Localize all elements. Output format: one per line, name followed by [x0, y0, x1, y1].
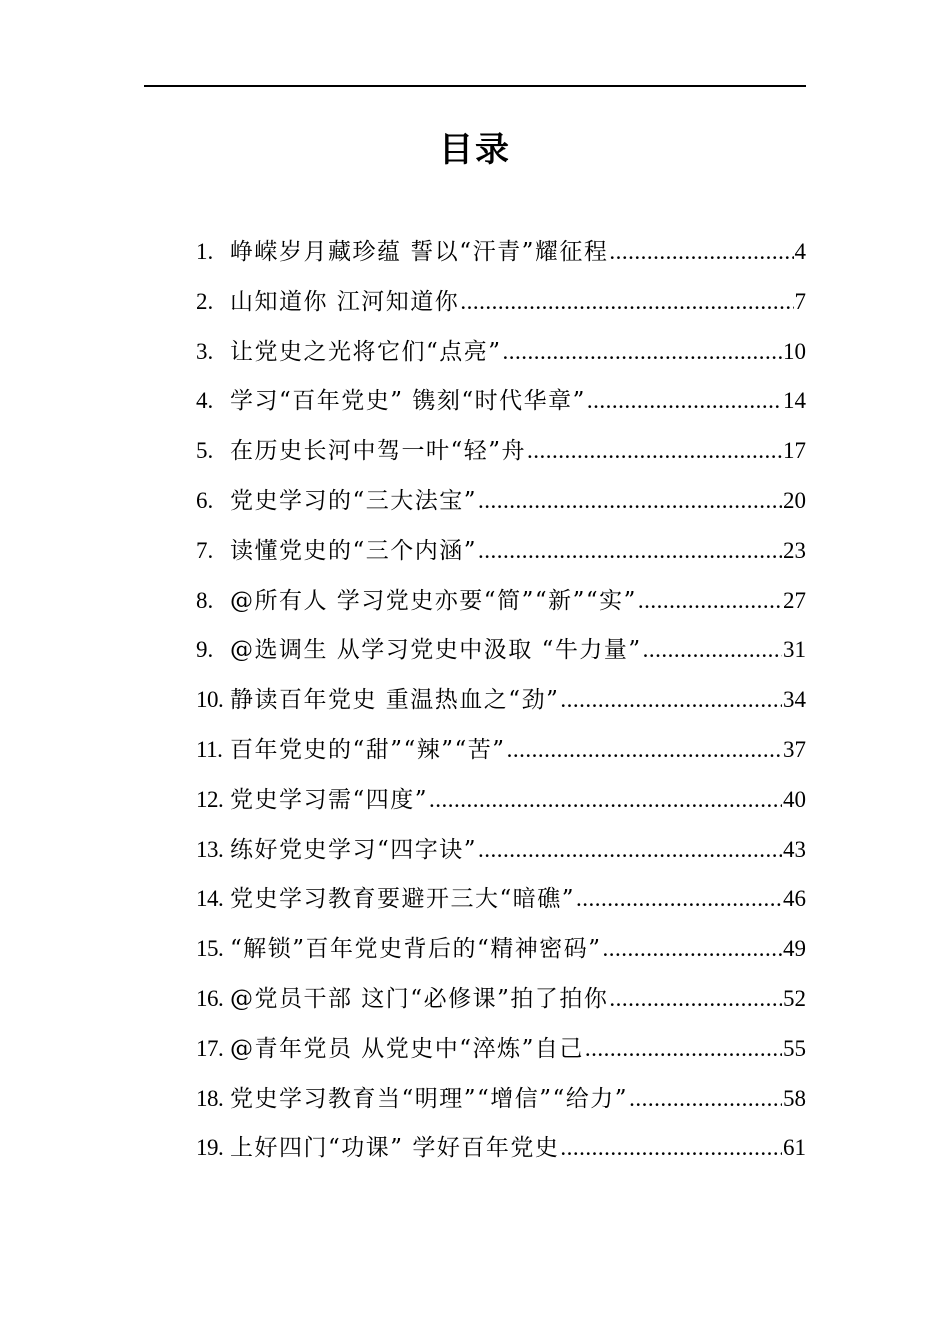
toc-entry[interactable]	[196, 730, 806, 780]
toc-entry-page: 61	[783, 1135, 806, 1161]
toc-entry-number: 2.	[196, 288, 214, 314]
toc-entry-title[interactable]: 练好党史学习“四字诀”	[230, 836, 478, 863]
toc-entry-title[interactable]: 党史学习教育当“明理”“增信”“给力”	[230, 1085, 629, 1112]
toc-entry[interactable]	[196, 780, 806, 830]
toc-entry-number: 14.	[196, 886, 224, 912]
toc-entry-page: 10	[783, 338, 806, 364]
toc-entry-number: 10.	[196, 687, 224, 713]
toc-entry-number: 3.	[196, 338, 214, 364]
toc-entry[interactable]	[196, 979, 806, 1029]
toc-entry-title[interactable]: @党员干部 这门“必修课”拍了拍你	[230, 985, 609, 1012]
toc-entry-title[interactable]: 上好四门“功课” 学好百年党史	[230, 1135, 560, 1162]
toc-entry-page: 14	[783, 388, 806, 414]
toc-entry-page: 4	[794, 239, 806, 264]
toc-entry-title[interactable]: 读懂党史的“三个内涵”	[230, 537, 478, 564]
toc-entry[interactable]	[196, 929, 806, 979]
toc-dot-leader	[643, 630, 782, 670]
toc-entry-title[interactable]: 在历史长河中驾一叶“轻”舟	[230, 438, 527, 465]
toc-dot-leader	[507, 730, 782, 770]
toc-entry-title[interactable]: @选调生 从学习党史中汲取 “牛力量”	[230, 637, 642, 664]
toc-entry-page: 49	[783, 936, 806, 962]
toc-entry-title[interactable]: 党史学习教育要避开三大“暗礁”	[230, 886, 576, 913]
toc-entry-title[interactable]: “解锁”百年党史背后的“精神密码”	[230, 936, 602, 963]
toc-entry-number: 9.	[196, 637, 214, 663]
toc-entry-number: 13.	[196, 836, 224, 862]
toc-entry[interactable]	[196, 232, 806, 282]
toc-entry[interactable]	[196, 630, 806, 680]
header-rule	[144, 85, 806, 87]
toc-entry-title[interactable]: 山知道你 江河知道你	[230, 288, 460, 315]
toc-entry-number: 18.	[196, 1085, 224, 1111]
toc-entry-page: 7	[794, 288, 806, 314]
toc-entry[interactable]	[196, 1128, 806, 1178]
toc-entry-number: 19.	[196, 1135, 224, 1161]
toc-entry[interactable]	[196, 481, 806, 531]
toc-entry-page: 43	[783, 836, 806, 862]
toc-entry-title[interactable]: 让党史之光将它们“点亮”	[230, 338, 502, 365]
toc-dot-leader	[478, 481, 782, 521]
toc-entry[interactable]	[196, 381, 806, 431]
toc-entry[interactable]	[196, 879, 806, 929]
toc-dot-leader	[609, 232, 793, 272]
toc-dot-leader	[560, 1128, 782, 1168]
toc-entry-page: 37	[783, 736, 806, 762]
toc-dot-leader	[609, 979, 782, 1019]
toc-entry-number: 8.	[196, 587, 214, 613]
toc-entry-page: 27	[783, 587, 806, 613]
toc-entry-title[interactable]: 党史学习的“三大法宝”	[230, 487, 478, 514]
toc-entry-title[interactable]: @所有人 学习党史亦要“简”“新”“实”	[230, 587, 637, 614]
toc-dot-leader	[460, 282, 793, 322]
toc-entry-title[interactable]: 峥嵘岁月藏珍蕴 誓以“汗青”耀征程	[230, 239, 609, 265]
toc-entry[interactable]	[196, 531, 806, 581]
toc-entry[interactable]	[196, 830, 806, 880]
toc-dot-leader	[478, 830, 782, 870]
toc-entry-page: 55	[783, 1035, 806, 1061]
toc-entry[interactable]	[196, 1079, 806, 1129]
toc-entry-number: 7.	[196, 537, 214, 563]
toc-entry-number: 1.	[196, 239, 214, 264]
toc-entry-title[interactable]: 百年党史的“甜”“辣”“苦”	[230, 736, 506, 763]
toc-entry-number: 11.	[196, 736, 223, 762]
toc-entry-page: 58	[783, 1085, 806, 1111]
toc-entry-number: 4.	[196, 388, 214, 414]
toc-entry[interactable]	[196, 680, 806, 730]
toc-entry[interactable]	[196, 282, 806, 332]
toc-dot-leader	[503, 332, 782, 372]
page-title: 目录	[439, 130, 511, 170]
toc-dot-leader	[587, 381, 782, 421]
toc-entry-page: 17	[783, 438, 806, 464]
toc-entry-number: 17.	[196, 1035, 224, 1061]
toc-entry-number: 5.	[196, 438, 214, 464]
toc-entry[interactable]	[196, 431, 806, 481]
table-of-contents	[196, 232, 806, 1178]
toc-dot-leader	[429, 780, 782, 820]
toc-entry-page: 46	[783, 886, 806, 912]
toc-dot-leader	[585, 1029, 782, 1069]
toc-entry-page: 31	[783, 637, 806, 663]
toc-entry-number: 15.	[196, 936, 224, 962]
toc-entry-page: 23	[783, 537, 806, 563]
toc-dot-leader	[629, 1079, 782, 1119]
toc-dot-leader	[527, 431, 782, 471]
toc-entry-title[interactable]: 学习“百年党史” 镌刻“时代华章”	[230, 388, 586, 415]
toc-entry[interactable]	[196, 332, 806, 382]
toc-entry-number: 16.	[196, 985, 224, 1011]
toc-dot-leader	[576, 879, 782, 919]
toc-entry-page: 20	[783, 487, 806, 513]
toc-entry-title[interactable]: 静读百年党史 重温热血之“劲”	[230, 687, 560, 714]
toc-entry-page: 34	[783, 687, 806, 713]
toc-dot-leader	[560, 680, 782, 720]
toc-dot-leader	[638, 581, 782, 621]
toc-entry-title[interactable]: 党史学习需“四度”	[230, 786, 429, 813]
toc-entry-page: 52	[783, 985, 806, 1011]
toc-entry-number: 12.	[196, 786, 224, 812]
toc-entry-title[interactable]: @青年党员 从党史中“淬炼”自己	[230, 1035, 584, 1062]
toc-entry[interactable]	[196, 1029, 806, 1079]
toc-dot-leader	[478, 531, 782, 571]
toc-entry-number: 6.	[196, 487, 214, 513]
toc-entry[interactable]	[196, 581, 806, 631]
toc-entry-page: 40	[783, 786, 806, 812]
toc-dot-leader	[603, 929, 782, 969]
